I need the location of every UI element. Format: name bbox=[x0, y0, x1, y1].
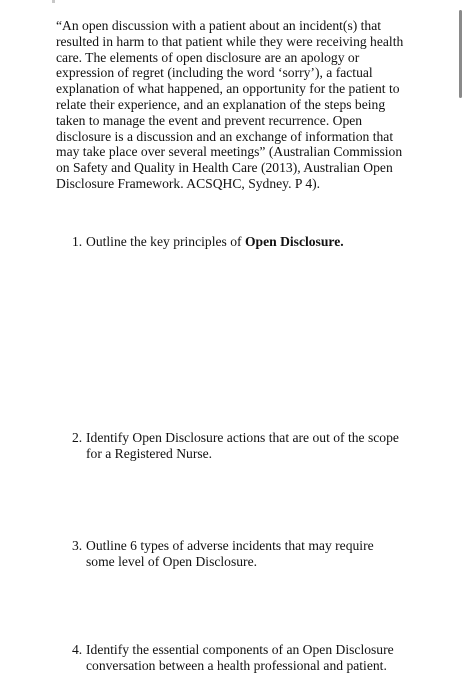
question-2 bbox=[72, 430, 422, 462]
question-4 bbox=[72, 642, 422, 674]
question-number: 1. bbox=[72, 234, 83, 249]
question-text-line2: conversation between a health professional and patient. bbox=[86, 658, 387, 673]
question-number: 2. bbox=[72, 430, 83, 445]
page-edge-mark bbox=[52, 0, 55, 3]
question-text-line1: Outline 6 types of adverse incidents that may require bbox=[86, 538, 374, 553]
question-bold-term: Open Disclosure. bbox=[244, 234, 344, 249]
scrollbar-thumb[interactable] bbox=[459, 10, 462, 98]
question-text-line2: some level of Open Disclosure. bbox=[86, 554, 258, 569]
question-text-line1: Identify Open Disclosure actions that are out of the scope bbox=[86, 430, 399, 445]
question-text-line1: Identify the essential components of an Open Disclosure bbox=[86, 642, 394, 657]
question-number: 3. bbox=[72, 538, 83, 553]
question-text-line2: for a Registered Nurse. bbox=[86, 446, 213, 461]
question-number: 4. bbox=[72, 642, 83, 657]
question-3 bbox=[72, 538, 422, 570]
question-1 bbox=[72, 234, 432, 250]
question-text: Outline the key principles of bbox=[86, 234, 245, 249]
intro-quote: “An open discussion with a patient about an incident(s) that resulted in harm to that patient while they were receiving health care. The elements of open disclosure are an apology or expression of regret (including the word ‘sorry’), a factual explanation of what happened, an opportunity for the patient to relate their experience, and an explanation of the steps being taken to manage the event and prevent recurrence. Open disclosure is a discussion and an exchange of information that may take place over several meetings” (Australian Commission on Safety and Quality in Health Care (2013), Australian Open Disclosure Framework. ACSQHC, Sydney. P 4). bbox=[56, 18, 404, 191]
